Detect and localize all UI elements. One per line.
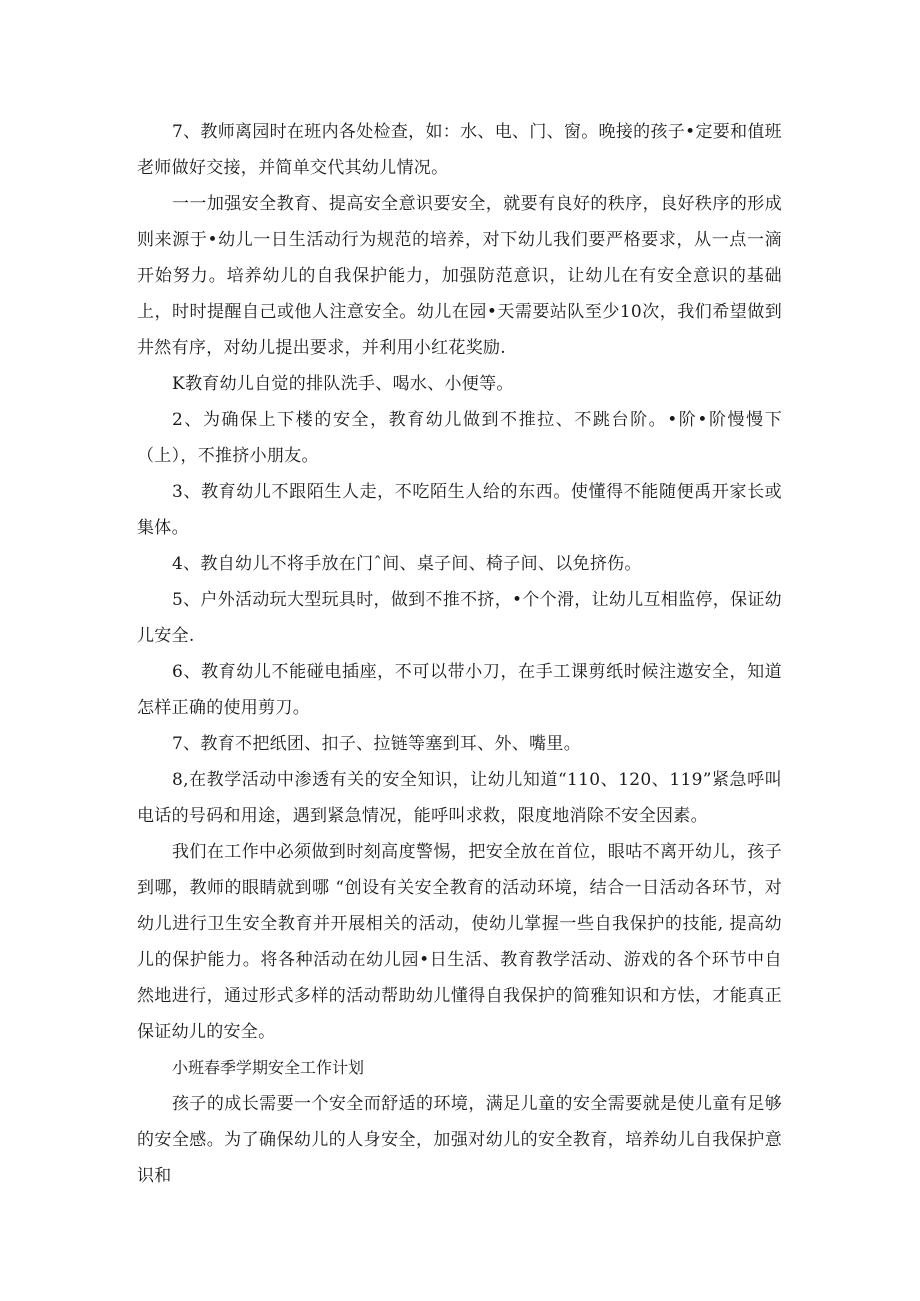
paragraph-item-2: 2、为确保上下楼的安全，教育幼儿做到不推拉、不跳台阶。•阶•阶慢慢下（上），不推挤小朋友。 — [137, 410, 782, 466]
paragraph-item-1: K教育幼儿自觉的排队洗手、喝水、小便等。 — [172, 374, 514, 394]
document-page — [137, 114, 782, 1194]
paragraph-safety-education: 一一加强安全教育、提高安全意识要安全，就要有良好的秩序，良好秩序的形成则来源于•幼儿一日生活动行为规范的培养，对下幼儿我们要严格要求，从一点一滴开始努力。培养幼儿的自我保护能力，加强防范意识，让幼儿在有安全意识的基础上，时时提醒自己或他人注意安全。幼儿在园•天需要站队至少10次，我们希望做到井然有序，对幼儿提出要求，并利用小红花奖励. — [137, 194, 782, 358]
paragraph-item-3: 3、教育幼儿不跟陌生人走，不吃陌生人给的东西。使懂得不能随便禹开家长或集体。 — [137, 482, 782, 538]
paragraph-item-4: 4、教自幼儿不将手放在门ˆ间、桌子间、椅子间、以免挤伤。 — [172, 554, 642, 574]
paragraph-closing-check: 7、教师离园时在班内各处检查，如：水、电、门、窗。晚接的孩子•定要和值班老师做好交接，并简单交代其幼儿情况。 — [137, 122, 782, 178]
section-title: 小班春季学期安全工作计划 — [172, 1058, 365, 1077]
paragraph-item-8: 8,在教学活动中渗透有关的安全知识，让幼儿知道“110、120、119”紧急呼叫电话的号码和用途，遇到紧急情况，能呼叫求救，限度地消除不安全因素。 — [137, 770, 782, 826]
paragraph-item-7: 7、教育不把纸团、扣子、拉链等塞到耳、外、嘴里。 — [172, 734, 582, 754]
paragraph-intro: 孩子的成长需要一个安全而舒适的环境，满足儿童的安全需要就是使儿童有足够的安全感。为了确保幼儿的人身安全，加强对幼儿的安全教育，培养幼儿自我保护意识和 — [137, 1094, 782, 1186]
paragraph-item-6: 6、教育幼儿不能碰电插座，不可以带小刀，在手工课剪纸时候注遨安全，知道怎样正确的使用剪刀。 — [137, 662, 782, 718]
paragraph-summary: 我们在工作中必须做到时刻高度警惕，把安全放在首位，眼咕不离开幼儿，孩子到哪，教师的眼睛就到哪 “创设有关安全教育的活动环境，结合一日活动各环节，对幼儿进行卫生安全教育并开展相关的活动，使幼儿掌握一些自我保护的技能, 提高幼儿的保护能力。将各种活动在幼儿园•日生活、教育教学活动、游戏的各个环节中自然地进行，通过形式多样的活动帮助幼儿懂得自我保护的简雅知识和方怯，才能真正保证幼儿的安全。 — [137, 842, 782, 1042]
paragraph-item-5: 5、户外活动玩大型玩具时，做到不推不挤，•个个滑，让幼儿互相监停，保证幼儿安全. — [137, 590, 782, 646]
